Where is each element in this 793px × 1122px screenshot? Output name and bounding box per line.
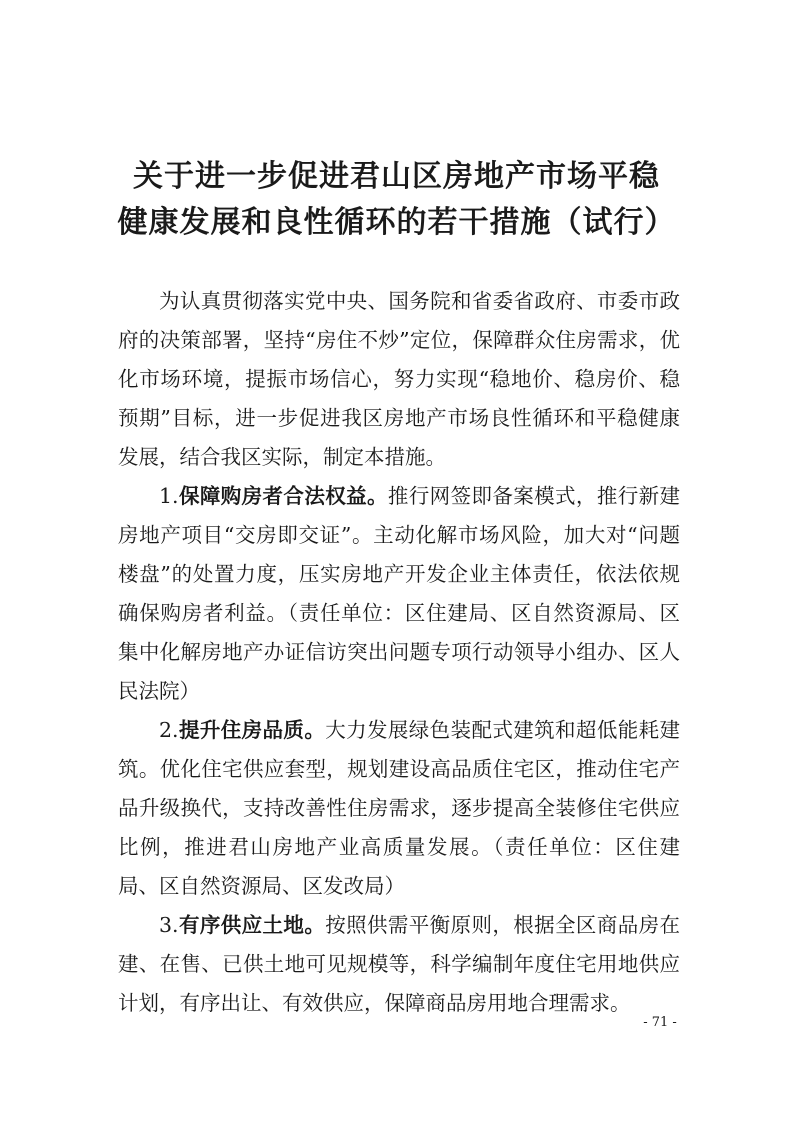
document-body — [118, 282, 680, 1023]
measure-text-1: 推行网签即备案模式，推行新建房地产项目“交房即交证”。主动化解市场风险，加大对“问题楼盘”的处置力度，压实房地产开发企业主体责任，依法依规确保购房者利益。（责任单位：区住建局、区自然资源局、区集中化解房地产办证信访突出问题专项行动领导小组办、区人民法院） — [118, 484, 681, 703]
page-number: - 71 - — [643, 1015, 677, 1030]
measure-text-3: 按照供需平衡原则，根据全区商品房在建、在售、已供土地可见规模等，科学编制年度住宅用地供应计划，有序出让、有效供应，保障商品房用地合理需求。 — [118, 913, 681, 1015]
document-title — [0, 154, 793, 246]
measure-paragraph-2 — [118, 711, 680, 906]
measure-heading-1: 保障购房者合法权益。 — [178, 484, 388, 508]
intro-paragraph: 为认真贯彻落实党中央、国务院和省委省政府、市委市政府的决策部署，坚持“房住不炒”定位，保障群众住房需求，优化市场环境，提振市场信心，努力实现“稳地价、稳房价、稳预期”目标，进一步促进我区房地产市场良性循环和平稳健康发展，结合我区实际，制定本措施。 — [118, 289, 680, 469]
title-line-1: 关于进一步促进君山区房地产市场平稳 — [133, 159, 660, 194]
measure-number-1: 1. — [159, 484, 179, 508]
measure-number-3: 3. — [159, 913, 179, 937]
measure-text-2: 大力发展绿色装配式建筑和超低能耗建筑。优化住宅供应套型，规划建设高品质住宅区，推动住宅产品升级换代，支持改善性住房需求，逐步提高全装修住宅供应比例，推进君山房地产业高质量发展。（责任单位：区住建局、区自然资源局、区发改局） — [118, 718, 681, 898]
measure-paragraph-3 — [118, 906, 680, 1023]
measure-heading-2: 提升住房品质。 — [178, 718, 326, 742]
title-line-2: 健康发展和良性循环的若干措施（试行） — [117, 205, 676, 240]
measure-heading-3: 有序供应土地。 — [178, 913, 326, 937]
measure-number-2: 2. — [159, 718, 179, 742]
measure-paragraph-1 — [118, 477, 680, 711]
